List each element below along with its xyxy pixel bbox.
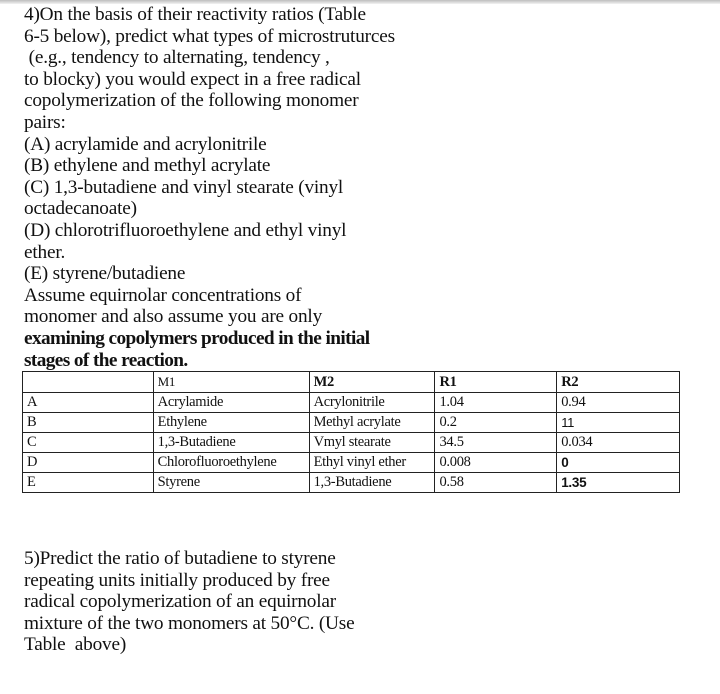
r1-cell: 1.04 <box>435 393 557 413</box>
q4-line: to blocky) you would expect in a free radical <box>24 68 361 90</box>
q4-line: pairs: <box>24 111 66 133</box>
q5-line: radical copolymerization of an equirnolar <box>24 591 336 613</box>
table-row <box>23 433 680 453</box>
header-m1-text: M1 <box>157 374 176 389</box>
header-m1 <box>153 372 309 393</box>
q4-line: monomer and also assume you are only <box>24 306 323 328</box>
q4-option-c-cont: octadecanoate) <box>24 198 137 220</box>
m1-cell: Styrene <box>153 473 309 493</box>
q5-line: Table above) <box>24 634 127 656</box>
header-r2: R2 <box>557 372 680 393</box>
row-label: B <box>23 413 154 433</box>
row-label: A <box>23 393 154 413</box>
q4-option-b: (B) ethylene and methyl acrylate <box>24 155 271 177</box>
q5-line: 5)Predict the ratio of butadiene to styrene <box>24 548 336 569</box>
question-5 <box>24 548 354 656</box>
m1-cell: Chlorofluoroethylene <box>153 453 309 473</box>
table-row <box>23 473 680 493</box>
q4-option-c: (C) 1,3-butadiene and vinyl stearate (vinyl <box>24 176 344 198</box>
r2-cell: 0.034 <box>557 433 680 453</box>
q5-line: repeating units initially produced by free <box>24 569 330 591</box>
header-m2: M2 <box>309 372 435 393</box>
m2-cell: 1,3-Butadiene <box>309 473 435 493</box>
row-label: E <box>23 473 154 493</box>
q4-line: Assume equirnolar concentrations of <box>24 284 302 306</box>
r2-cell: 1.35 <box>557 473 680 493</box>
q4-line: (e.g., tendency to alternating, tendency , <box>24 47 330 69</box>
r2-cell: 0 <box>557 453 680 473</box>
q4-line: copolymerization of the following monomer <box>24 90 359 112</box>
header-cell <box>23 372 154 393</box>
m2-cell: Acrylonitrile <box>309 393 435 413</box>
r1-cell: 0.2 <box>435 413 557 433</box>
table-row <box>23 413 680 433</box>
r1-cell: 0.58 <box>435 473 557 493</box>
q4-option-a: (A) acrylamide and acrylonitrile <box>24 133 267 155</box>
m2-cell: Ethyl vinyl ether <box>309 453 435 473</box>
r2-cell: 0.94 <box>557 393 680 413</box>
m2-cell: Vmyl stearate <box>309 433 435 453</box>
table-header-row <box>23 372 680 393</box>
q4-bold-line: examining copolymers produced in the initial <box>24 327 370 349</box>
q4-line: 4)On the basis of their reactivity ratios (Table <box>24 4 366 25</box>
r1-cell: 0.008 <box>435 453 557 473</box>
r1-cell: 34.5 <box>435 433 557 453</box>
table-row <box>23 453 680 473</box>
m1-cell: 1,3-Butadiene <box>153 433 309 453</box>
r2-cell: 11 <box>557 413 680 433</box>
q4-bold-line: stages of the reaction. <box>24 349 188 371</box>
row-label: C <box>23 433 154 453</box>
row-label: D <box>23 453 154 473</box>
question-4 <box>24 4 395 371</box>
m2-cell: Methyl acrylate <box>309 413 435 433</box>
q4-option-d: (D) chlorotrifluoroethylene and ethyl vinyl <box>24 219 347 241</box>
q5-line: mixture of the two monomers at 50°C. (Use <box>24 612 355 634</box>
q4-option-e: (E) styrene/butadiene <box>24 263 186 285</box>
m1-cell: Acrylamide <box>153 393 309 413</box>
q4-line: 6-5 below), predict what types of microstruturces <box>24 25 395 47</box>
header-r1: R1 <box>435 372 557 393</box>
m1-cell: Ethylene <box>153 413 309 433</box>
reactivity-ratio-table <box>22 371 680 493</box>
q4-option-d-cont: ether. <box>24 241 66 263</box>
table-row <box>23 393 680 413</box>
